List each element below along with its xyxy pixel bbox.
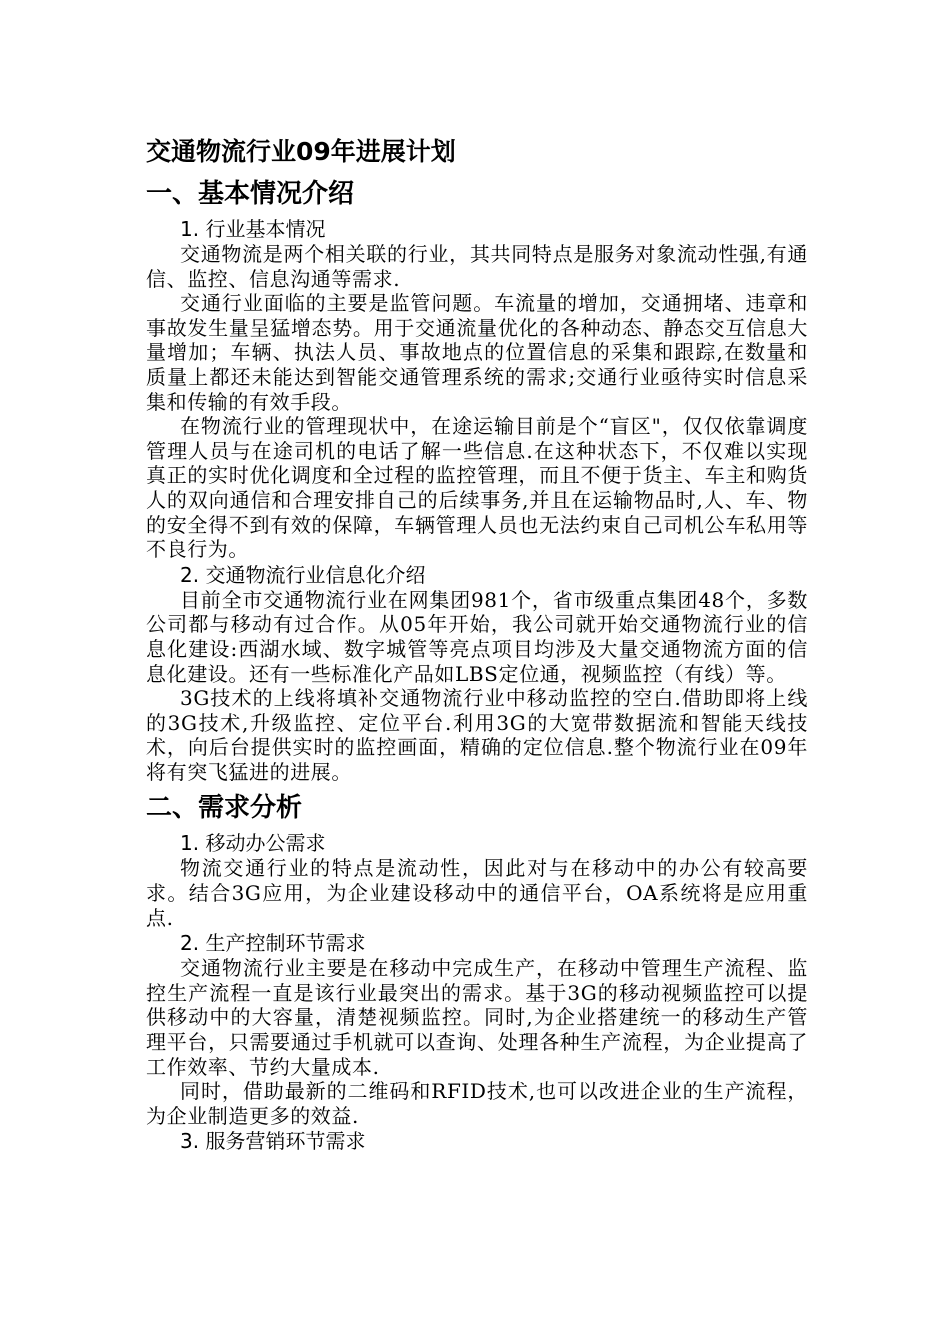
subsection-heading: 2. 生产控制环节需求	[180, 931, 366, 956]
section-heading: 一、基本情况介绍	[146, 179, 355, 209]
paragraph: 交通物流是两个相关联的行业，其共同特点是服务对象流动性强,有通信、监控、信息沟通等需求.	[146, 242, 808, 291]
paragraph: 同时，借助最新的二维码和RFID技术,也可以改进企业的生产流程，为企业制造更多的效益.	[146, 1079, 808, 1128]
subsection-mobile-office	[146, 830, 808, 930]
document-body	[146, 130, 808, 1154]
subsection-production-control	[146, 930, 808, 1128]
paragraph: 交通行业面临的主要是监管问题。车流量的增加，交通拥堵、违章和事故发生量呈猛增态势。用于交通流量优化的各种动态、静态交互信息大量增加；车辆、执法人员、事故地点的位置信息的采集和跟踪,在数量和质量上都还未能达到智能交通管理系统的需求;交通行业亟待实时信息采集和传输的有效手段。	[146, 291, 808, 414]
section-demand-analysis	[146, 790, 808, 1154]
subsection-heading: 1. 行业基本情况	[180, 217, 326, 241]
subsection-industry-basics	[146, 216, 808, 562]
paragraph: 在物流行业的管理现状中，在途运输目前是个“盲区"，仅仅依靠调度管理人员与在途司机的电话了解一些信息.在这种状态下，不仅难以实现真正的实时优化调度和全过程的监控管理，而且不便于货主、车主和购货人的双向通信和合理安排自己的后续事务,并且在运输物品时,人、车、物的安全得不到有效的保障，车辆管理人员也无法约束自己司机公车私用等不良行为。	[146, 414, 808, 562]
paragraph: 目前全市交通物流行业在网集团981个，省市级重点集团48个，多数公司都与移动有过合作。从05年开始，我公司就开始交通物流行业的信息化建设:西湖水域、数字城管等亮点项目均涉及大量交通物流方面的信息化建设。还有一些标准化产品如LBS定位通，视频监控（有线）等。	[146, 587, 808, 686]
subsection-heading: 1. 移动办公需求	[180, 831, 326, 856]
document-title: 交通物流行业09年进展计划	[146, 137, 456, 166]
section-heading: 二、需求分析	[146, 793, 303, 824]
paragraph: 交通物流行业主要是在移动中完成生产，在移动中管理生产流程、监控生产流程一直是该行业最突出的需求。基于3G的移动视频监控可以提供移动中的大容量，清楚视频监控。同时,为企业搭建统一的移动生产管理平台，只需要通过手机就可以查询、处理各种生产流程，为企业提高了工作效率、节约大量成本.	[146, 956, 808, 1079]
section-basic-info	[146, 176, 808, 784]
subsection-heading: 3. 服务营销环节需求	[180, 1129, 366, 1154]
paragraph: 3G技术的上线将填补交通物流行业中移动监控的空白.借助即将上线的3G技术,升级监控、定位平台.利用3G的大宽带数据流和智能天线技术，向后台提供实时的监控画面，精确的定位信息.整个物流行业在09年将有突飞猛进的进展。	[146, 686, 808, 784]
subsection-service-marketing	[146, 1128, 808, 1154]
subsection-heading: 2. 交通物流行业信息化介绍	[180, 562, 426, 587]
paragraph: 物流交通行业的特点是流动性，因此对与在移动中的办公有较高要求。结合3G应用，为企业建设移动中的通信平台，OA系统将是应用重点.	[146, 856, 808, 930]
subsection-informatization	[146, 562, 808, 785]
